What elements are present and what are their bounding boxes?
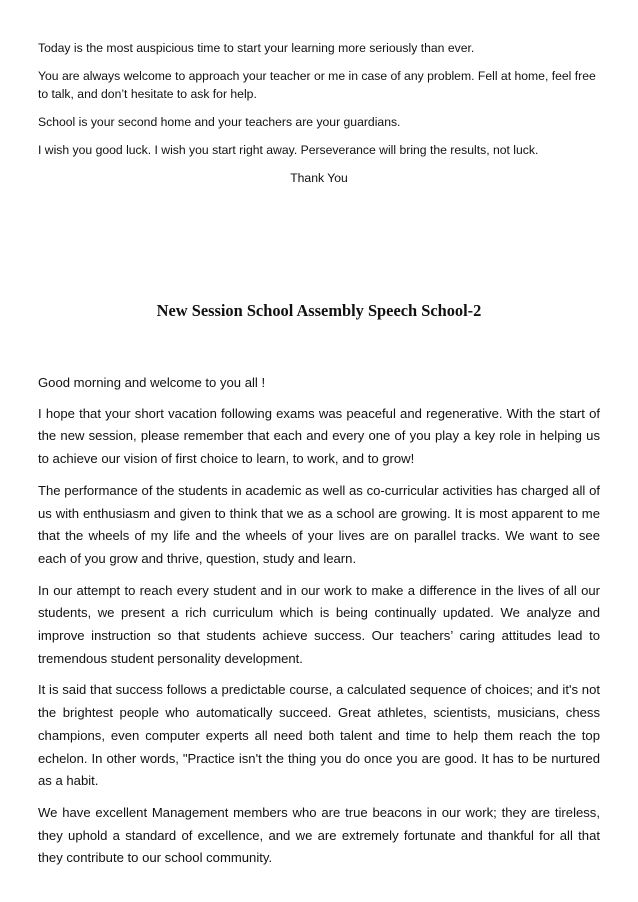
paragraph-management: We have excellent Management members who are true beacons in our work; they are tireless, they uphold a standard of excellence, and we are extremely fortunate and thankful for all that they contribute to our school community.: [38, 804, 600, 866]
closing-thanks: Thank You: [290, 171, 348, 185]
paragraph-welcome-approach: You are always welcome to approach your teacher or me in case of any problem. Fell at home, feel free to talk, and don’t hesitate to ask for help.: [38, 69, 596, 101]
speech-title: New Session School Assembly Speech School-2: [156, 301, 482, 320]
paragraph-success: It is said that success follows a predictable course, a calculated sequence of choices; and it's not the brightest people who automatically succeed. Great athletes, scientists, musicians, chess champions, even computer experts all need both talent and time to help them reach the top echelon. In other words, "Practice isn't the thing you do once you are good. It has to be nurtured as a habit.: [38, 682, 600, 789]
speech-body: [38, 372, 600, 879]
paragraph-auspicious-time: Today is the most auspicious time to start your learning more seriously than ever.: [38, 41, 475, 55]
paragraph-performance: The performance of the students in academic as well as co-curricular activities has charged all of us with enthusiasm and given to think that we as a school are growing. It is most apparent to me that the wheels of my life and the wheels of your lives are on parallel tracks. We want to see each of you grow and thrive, question, study and learn.: [38, 482, 600, 566]
speech-greeting: Good morning and welcome to you all !: [38, 375, 266, 390]
paragraph-good-luck: I wish you good luck. I wish you start right away. Perseverance will bring the results, not luck.: [38, 143, 539, 157]
paragraph-vacation: I hope that your short vacation following exams was peaceful and regenerative. With the start of the new session, please remember that each and every one of you play a key role in helping us to achieve our vision of first choice to learn, to work, and to grow!: [38, 405, 600, 467]
paragraph-second-home: School is your second home and your teachers are your guardians.: [38, 115, 401, 129]
paragraph-curriculum: In our attempt to reach every student and in our work to make a difference in the lives of all our students, we present a rich curriculum which is being continually updated. We analyze and improve instruction so that students achieve success. Our teachers’ caring attitudes lead to tremendous student personality development.: [38, 582, 600, 666]
previous-speech-ending: [38, 39, 600, 197]
